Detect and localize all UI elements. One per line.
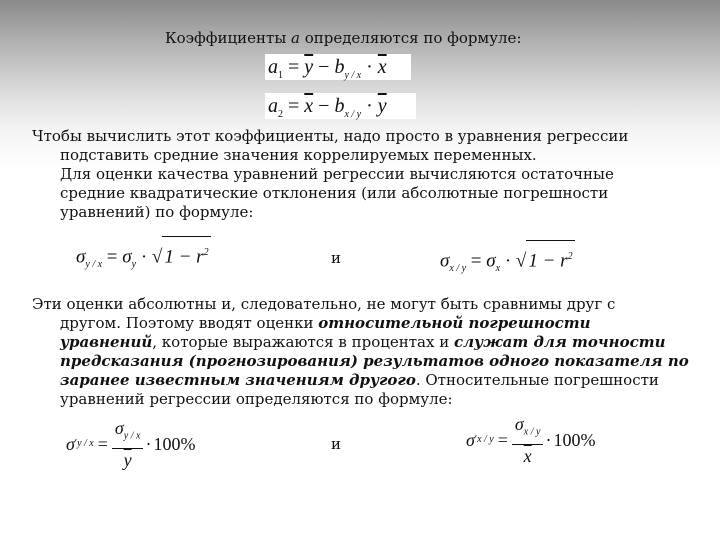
connector-and-2: и [331,435,341,453]
paragraph-2 [32,295,689,409]
paragraph-line: уравнений, которые выражаются в процентах и служат для точности [60,333,666,351]
paragraph-line: уравнений регрессии определяются по формуле: [60,390,453,408]
intro-line: Коэффициенты a определяются по формуле: [165,29,522,47]
formula-sigma-yx: $\sigma_{y / x} = \sigma_y$ · √ $1 - r^2$ [72,236,246,268]
paragraph-line: Эти оценки абсолютны и, следовательно, не могут быть сравнимы друг с [32,295,616,313]
formula-relative-yx: σ ′ y / x = $\frac{\sigma_{y / x}}{y}$ · 100% [62,420,234,468]
paragraph-line: Для оценки качества уравнений регрессии вычисляются остаточные [60,165,614,183]
paragraph-line: другом. Поэтому вводят оценки относительной погрешности [60,314,591,332]
paragraph-line: Чтобы вычислить этот коэффициенты, надо просто в уравнения регрессии [32,127,629,145]
paragraph-line: предсказания (прогнозирования) результатов одного показателя по [60,352,689,370]
formula-a2: $a_2 = \overline{x} - b_{x / y} \cdot \overline{y}$ [265,93,416,119]
paragraph-line: подставить средние значения коррелируемых переменных. [60,146,537,164]
formula-relative-xy: σ ′ x / y = $\frac{\sigma_{x / y}}{x}$ · 100% [462,416,612,464]
fraction: $\frac{\sigma_{y / x}}{y}$ [112,418,144,470]
formula-sigma-xy: $\sigma_{x / y} = \sigma_x$ · √ $1 - r^2$ [436,240,610,272]
formula-a1: $a_1 = \overline{y} - b_{y / x} \cdot \overline{x}$ [265,54,411,80]
paragraph-line: средние квадратические отклонения (или абсолютные погрешности [60,184,609,202]
fraction: $\frac{\sigma_{x / y}}{x}$ [512,414,544,466]
paragraph-line: заранее известным значениям другого. Относительные погрешности [60,371,659,389]
paragraph-line: уравнений) по формуле: [60,203,254,221]
connector-and: и [331,249,341,267]
paragraph-1 [32,127,628,222]
